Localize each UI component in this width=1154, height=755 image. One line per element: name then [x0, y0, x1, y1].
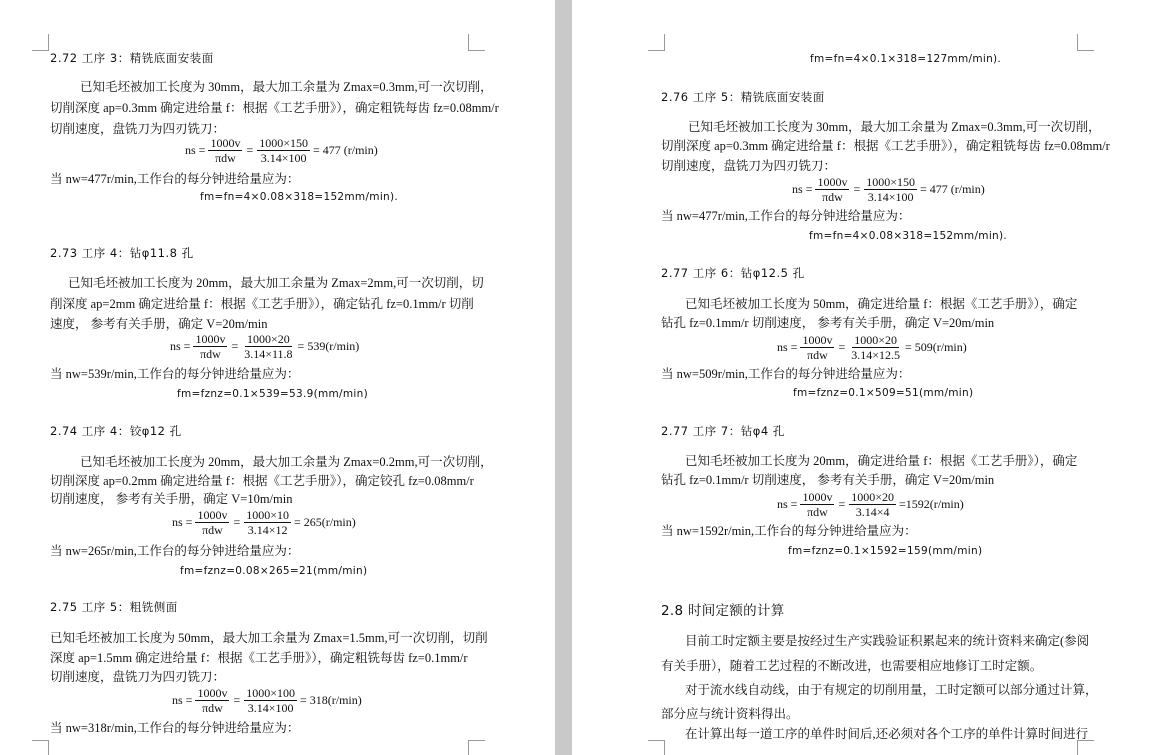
paragraph-line: 切削速度，盘铣刀为四刃铣刀：: [50, 670, 226, 684]
fraction: [244, 508, 291, 537]
fraction: [244, 686, 297, 715]
paragraph-line: 钻孔 fz=0.1mm/r 切削速度， 参考有关手册，确定 V=20m/min: [661, 316, 995, 330]
numerator: 1000v: [195, 332, 226, 346]
paragraph-line: 当 nw=1592r/min,工作台的每分钟进给量应为：: [661, 524, 917, 538]
fraction: [864, 175, 917, 204]
formula-lhs: ns =: [172, 693, 193, 707]
denominator: πdw: [200, 347, 221, 361]
formula-result: = 477 (r/min): [920, 182, 985, 196]
paragraph-line: 有关手册），随着工艺过程的不断改进，也需要相应地修订工时定额。: [661, 659, 1043, 673]
spindle-speed-formula: ns = $\frac{1000v}{\text{πdw}}$ = $\frac{1000\times 20}{3.14\times 4}$ =1592(r/min): [777, 490, 964, 519]
paragraph-line: 在计算出每一道工序的单件时间后,还必须对各个工序的单件计算时间进行: [685, 727, 1089, 741]
formula-lhs: ns =: [172, 515, 193, 529]
denominator: 3.14×11.8: [244, 347, 293, 361]
spindle-speed-formula: ns = $\frac{1000v}{\text{πdw}}$ = $\frac{1000\times 20}{3.14\times 11.8}$ = 539(r/min): [170, 332, 360, 361]
section-heading: 2.77 工序 6：钻φ12.5 孔: [661, 266, 805, 280]
page-corner-mark: [648, 740, 665, 755]
paragraph-line: 当 nw=477r/min,工作台的每分钟进给量应为：: [50, 172, 300, 186]
formula-result: = 539(r/min): [297, 339, 360, 353]
denominator: πdw: [202, 523, 223, 537]
denominator: 3.14×12: [247, 523, 288, 537]
denominator: 3.14×100: [867, 190, 914, 204]
denominator: 3.14×100: [247, 701, 294, 715]
feed-formula: fm=fn=4×0.1×318=127mm/min).: [810, 53, 1002, 65]
paragraph-line: 钻孔 fz=0.1mm/r 切削速度， 参考有关手册，确定 V=20m/min: [661, 473, 995, 487]
paragraph-line: 已知毛坯被加工长度为 50mm，最大加工余量为 Zmax=1.5mm,可一次切削，切削: [50, 631, 488, 645]
numerator: 1000v: [197, 508, 228, 522]
denominator: 3.14×100: [260, 151, 307, 165]
denominator: πdw: [822, 190, 843, 204]
paragraph-line: 当 nw=539r/min,工作台的每分钟进给量应为：: [50, 367, 300, 381]
page-corner-mark: [648, 34, 665, 51]
paragraph-line: 切削深度 ap=0.3mm 确定进给量 f：根据《工艺手册》），确定粗铣每齿 fz=0.08mm/r: [661, 139, 1110, 153]
formula-lhs: ns =: [777, 340, 798, 354]
page-corner-mark: [468, 740, 485, 755]
page-corner-mark: [32, 34, 49, 51]
paragraph-line: 削深度 ap=2mm 确定进给量 f：根据《工艺手册》），确定钻孔 fz=0.1mm/r 切削: [50, 297, 474, 311]
fraction: [800, 333, 834, 362]
paragraph-line: 已知毛坯被加工长度为 20mm，最大加工余量为 Zmax=0.2mm,可一次切削，: [80, 455, 493, 469]
numerator: 1000×20: [851, 490, 894, 504]
fraction: [193, 332, 227, 361]
document-page-left: [0, 0, 555, 755]
feed-formula: fm=fn=4×0.08×318=152mm/min).: [809, 230, 1008, 242]
denominator: πdw: [202, 701, 223, 715]
page-corner-mark: [1077, 34, 1094, 51]
paragraph-line: 对于流水线自动线，由于有规定的切削用量，工时定额可以部分通过计算，: [685, 683, 1098, 697]
fraction: [800, 490, 834, 519]
paragraph-line: 当 nw=509r/min,工作台的每分钟进给量应为：: [661, 367, 911, 381]
numerator: 1000×150: [259, 136, 308, 150]
spindle-speed-formula: ns = $\frac{1000v}{\text{πdw}}$ = $\frac{1000\times 100}{3.14\times 100}$ = 318(r/min): [172, 686, 362, 715]
section-heading: 2.77 工序 7：钻φ4 孔: [661, 424, 785, 438]
denominator: πdw: [807, 505, 828, 519]
section-heading: 2.8 时间定额的计算: [661, 603, 785, 619]
section-heading: 2.75 工序 5：粗铣侧面: [50, 600, 178, 614]
section-heading: 2.76 工序 5：精铣底面安装面: [661, 90, 825, 104]
denominator: 3.14×12.5: [851, 348, 900, 362]
feed-formula: fm=fn=4×0.08×318=152mm/min).: [200, 191, 399, 203]
paragraph-line: 已知毛坯被加工长度为 50mm，确定进给量 f：根据《工艺手册》），确定: [685, 297, 1078, 311]
denominator: πdw: [215, 151, 236, 165]
paragraph-line: 已知毛坯被加工长度为 30mm，最大加工余量为 Zmax=0.3mm,可一次切削，: [80, 80, 493, 94]
numerator: 1000×20: [246, 332, 290, 346]
numerator: 1000×20: [854, 333, 897, 347]
feed-formula: fm=fznz=0.1×509=51(mm/min): [793, 387, 974, 399]
paragraph-line: 深度 ap=1.5mm 确定进给量 f：根据《工艺手册》），确定粗铣每齿 fz=0.1mm/r: [50, 651, 468, 665]
paragraph-line: 目前工时定额主要是按经过生产实践验证积累起来的统计资料来确定(参阅: [685, 634, 1090, 648]
document-page-right: [572, 0, 1154, 755]
paragraph-line: 部分应与统计资料得出。: [661, 707, 799, 721]
paragraph-line: 当 nw=318r/min,工作台的每分钟进给量应为：: [50, 721, 300, 735]
page-corner-mark: [468, 34, 485, 51]
page-corner-mark: [1077, 740, 1094, 755]
spindle-speed-formula: ns = $\frac{1000v}{\text{πdw}}$ = $\frac{1000\times 150}{3.14\times 100}$ = 477 (r/min): [185, 136, 378, 165]
section-heading: 2.72 工序 3：精铣底面安装面: [50, 51, 214, 65]
numerator: 1000v: [817, 175, 848, 189]
feed-formula: fm=fznz=0.1×539=53.9(mm/min): [177, 388, 368, 400]
fraction: [849, 333, 902, 362]
numerator: 1000×150: [866, 175, 915, 189]
paragraph-line: 切削速度，盘铣刀为四刃铣刀：: [50, 122, 226, 136]
fraction: [242, 332, 294, 361]
formula-lhs: ns =: [170, 339, 191, 353]
spindle-speed-formula: ns = $\frac{1000v}{\text{πdw}}$ = $\frac{1000\times 150}{3.14\times 100}$ = 477 (r/min): [792, 175, 985, 204]
formula-lhs: ns =: [185, 143, 206, 157]
spindle-speed-formula: ns = $\frac{1000v}{\text{πdw}}$ = $\frac{1000\times 20}{3.14\times 12.5}$ = 509(r/min): [777, 333, 967, 362]
paragraph-line: 切削深度 ap=0.2mm 确定进给量 f：根据《工艺手册》），确定铰孔 fz=0.08mm/r: [50, 474, 474, 488]
paragraph-line: 已知毛坯被加工长度为 30mm，最大加工余量为 Zmax=0.3mm,可一次切削，: [688, 120, 1101, 134]
paragraph-line: 切削速度， 参考有关手册，确定 V=10m/min: [50, 492, 293, 506]
numerator: 1000×100: [246, 686, 295, 700]
paragraph-line: 当 nw=477r/min,工作台的每分钟进给量应为：: [661, 209, 911, 223]
fraction: [257, 136, 310, 165]
numerator: 1000v: [802, 490, 833, 504]
formula-lhs: ns =: [777, 497, 798, 511]
section-heading: 2.74 工序 4：铰φ12 孔: [50, 424, 182, 438]
paragraph-line: 速度， 参考有关手册，确定 V=20m/min: [50, 317, 268, 331]
formula-result: = 509(r/min): [905, 340, 967, 354]
paragraph-line: 切削速度，盘铣刀为四刃铣刀：: [661, 159, 837, 173]
paragraph-line: 当 nw=265r/min,工作台的每分钟进给量应为：: [50, 544, 300, 558]
page-corner-mark: [32, 740, 49, 755]
fraction: [815, 175, 849, 204]
fraction: [195, 686, 229, 715]
paragraph-line: 已知毛坯被加工长度为 20mm，确定进给量 f：根据《工艺手册》），确定: [685, 454, 1078, 468]
fraction: [849, 490, 896, 519]
denominator: πdw: [807, 348, 828, 362]
fraction: [208, 136, 242, 165]
formula-result: = 265(r/min): [294, 515, 356, 529]
feed-formula: fm=fznz=0.08×265=21(mm/min): [180, 565, 368, 577]
formula-result: = 318(r/min): [300, 693, 362, 707]
section-heading: 2.73 工序 4：钻φ11.8 孔: [50, 246, 194, 260]
fraction: [195, 508, 229, 537]
formula-lhs: ns =: [792, 182, 813, 196]
paragraph-line: 已知毛坯被加工长度为 20mm，最大加工余量为 Zmax=2mm,可一次切削，切: [68, 276, 484, 290]
spindle-speed-formula: ns = $\frac{1000v}{\text{πdw}}$ = $\frac{1000\times 10}{3.14\times 12}$ = 265(r/min): [172, 508, 356, 537]
numerator: 1000v: [802, 333, 833, 347]
numerator: 1000v: [197, 686, 228, 700]
denominator: 3.14×4: [855, 505, 890, 519]
numerator: 1000×10: [246, 508, 289, 522]
numerator: 1000v: [210, 136, 241, 150]
paragraph-line: 切削深度 ap=0.3mm 确定进给量 f：根据《工艺手册》），确定粗铣每齿 fz=0.08mm/r: [50, 101, 499, 115]
formula-result: = 477 (r/min): [313, 143, 378, 157]
formula-result: =1592(r/min): [899, 497, 964, 511]
feed-formula: fm=fznz=0.1×1592=159(mm/min): [788, 545, 983, 557]
